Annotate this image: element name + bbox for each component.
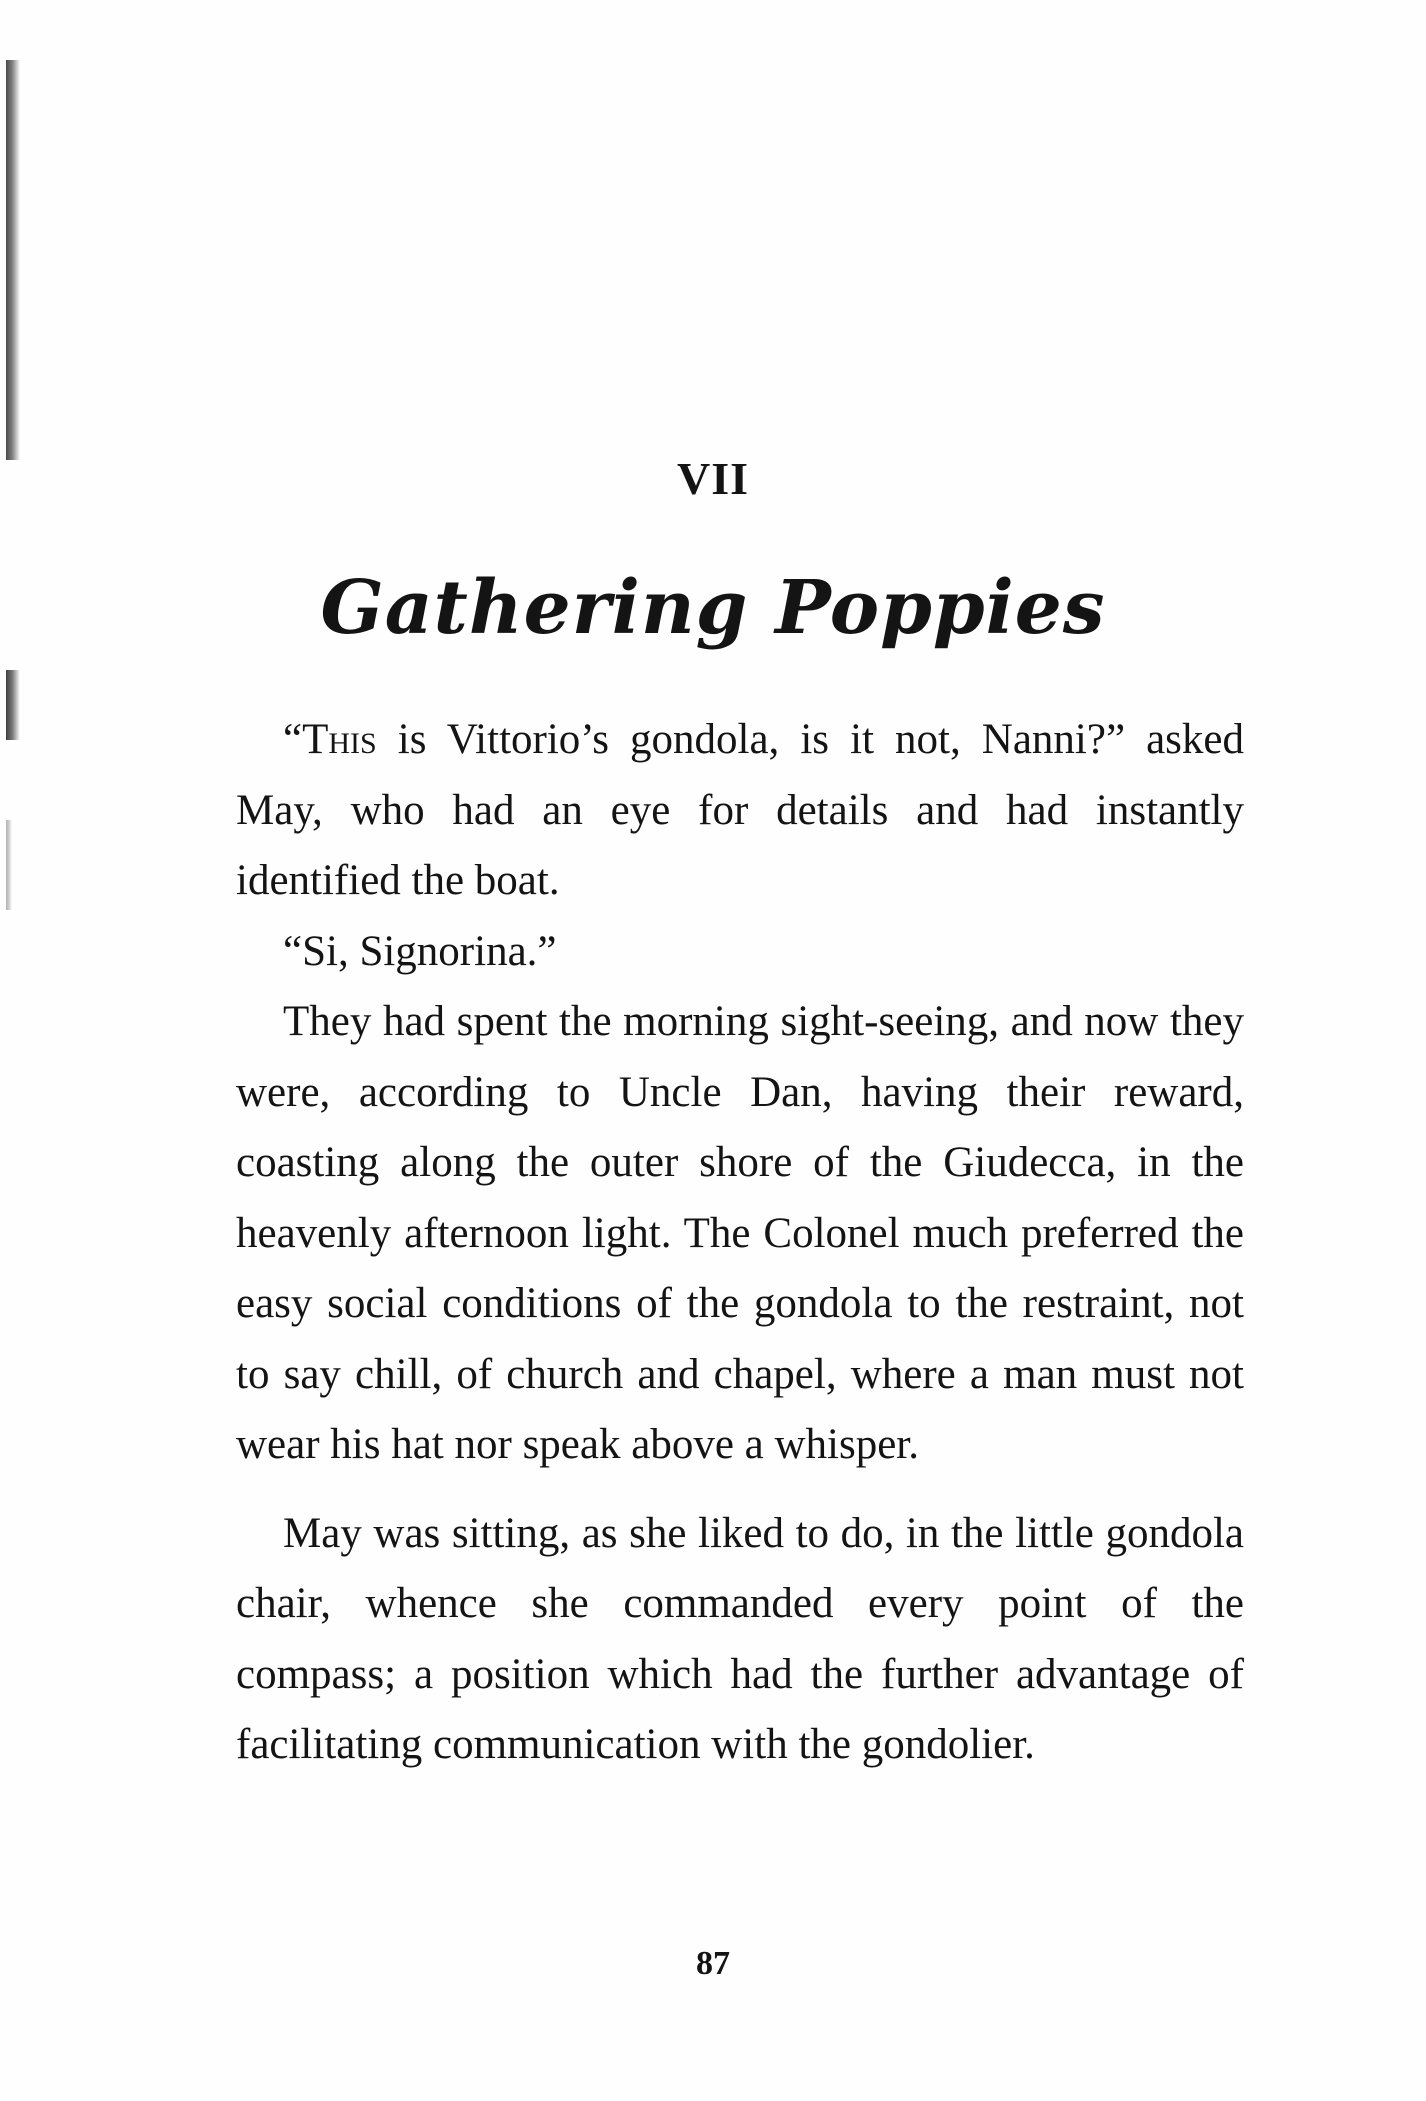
scan-binding-faint	[6, 820, 12, 910]
scan-binding-shadow	[6, 60, 20, 460]
body-text	[236, 705, 1244, 1781]
paragraph-3: They had spent the morning sight-seeing, and now they were, according to Uncle Dan, having their reward, coasting along the outer shore of the Giudecca, in the heavenly afternoon light. The Colonel much preferred the easy social conditions of the gondola to the restraint, not to say chill, of church and chapel, where a man must not wear his hat nor speak above a whisper.	[236, 998, 1244, 1468]
paragraph-lead-word: “This	[283, 716, 377, 763]
scan-binding-mark	[6, 670, 20, 740]
paragraph-2: “Si, Signorina.”	[283, 927, 557, 975]
chapter-title: Gathering Poppies	[320, 565, 1106, 651]
paragraph-text: is Vittorio’s gondola, is it not, Nanni?” asked May, who had an eye for details and had instantly identified the boat.	[236, 716, 1244, 904]
page-number: 87	[696, 1945, 730, 1982]
paragraph-4: May was sitting, as she liked to do, in the little gondola chair, whence she commanded every point of the compass; a position which had the further advantage of facilitating communication with the gondolier.	[236, 1509, 1244, 1768]
paragraph-1	[236, 705, 1244, 917]
chapter-number: VII	[676, 453, 750, 504]
